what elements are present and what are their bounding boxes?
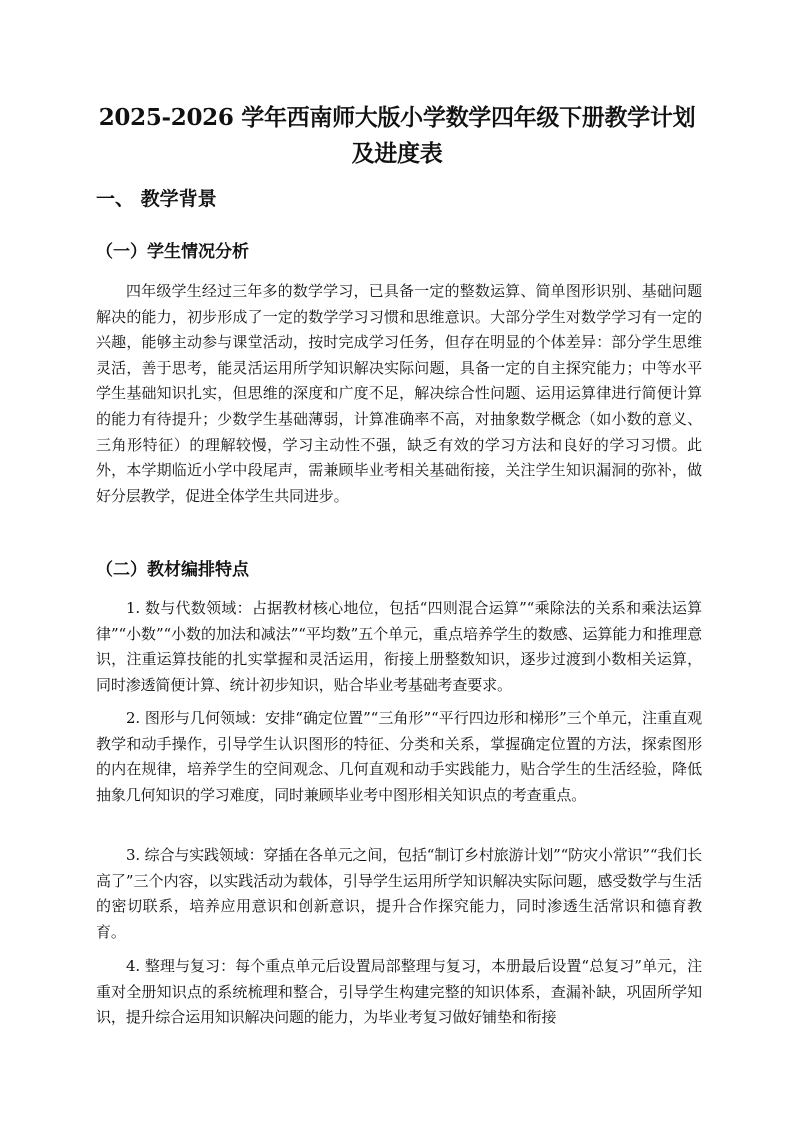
section-heading-teaching-background: 一、 教学背景: [96, 188, 217, 210]
textbook-feature-item-number-algebra: 1. 数与代数领域：占据教材核心地位，包括“四则混合运算”“乘除法的关系和乘法运算律”“小数”“小数的加法和减法”“平均数”五个单元，重点培养学生的数感、运算能力和推理意识，注重运算技能的扎实掌握和灵活运用，衔接上册整数知识，逐步过渡到小数相关运算，同时渗透简便计算、统计初步知识，贴合毕业考基础考查要求。: [96, 599, 702, 694]
textbook-feature-item-practice: 3. 综合与实践领域：穿插在各单元之间，包括“制订乡村旅游计划”“防灾小常识”“我们长高了”三个内容，以实践活动为载体，引导学生运用所学知识解决实际问题，感受数学与生活的密切联系，培养应用意识和创新意识，提升合作探究能力，同时渗透生活常识和德育教育。: [96, 846, 702, 941]
document-title-line-2: 及进度表: [351, 140, 443, 167]
textbook-feature-item-review: 4. 整理与复习：每个重点单元后设置局部整理与复习，本册最后设置“总复习”单元，注重对全册知识点的系统梳理和整合，引导学生构建完整的知识体系，查漏补缺，巩固所学知识，提升综合运用知识解决问题的能力，为毕业考复习做好铺垫和衔接: [96, 957, 702, 1027]
textbook-feature-item-geometry: 2. 图形与几何领域：安排“确定位置”“三角形”“平行四边形和梯形”三个单元，注重直观教学和动手操作，引导学生认识图形的特征、分类和关系，掌握确定位置的方法，探索图形的内在规律，培养学生的空间观念、几何直观和动手实践能力，贴合学生的生活经验，降低抽象几何知识的学习难度，同时兼顾毕业考中图形相关知识点的考查重点。: [96, 709, 702, 804]
student-analysis-paragraph: 四年级学生经过三年多的数学学习，已具备一定的整数运算、简单图形识别、基础问题解决的能力，初步形成了一定的数学学习习惯和思维意识。大部分学生对数学学习有一定的兴趣，能够主动参与课堂活动，按时完成学习任务，但存在明显的个体差异：部分学生思维灵活，善于思考，能灵活运用所学知识解决实际问题，具备一定的自主探究能力；中等水平学生基础知识扎实，但思维的深度和广度不足，解决综合性问题、运用运算律进行简便计算的能力有待提升；少数学生基础薄弱，计算准确率不高，对抽象数学概念（如小数的意义、三角形特征）的理解较慢，学习主动性不强，缺乏有效的学习方法和良好的学习习惯。此外，本学期临近小学中段尾声，需兼顾毕业考相关基础衔接，关注学生知识漏洞的弥补，做好分层教学，促进全体学生共同进步。: [96, 282, 702, 505]
document-title-line-1: 2025-2026 学年西南师大版小学数学四年级下册教学计划: [98, 104, 696, 131]
subsection-heading-student-analysis: （一）学生情况分析: [96, 242, 249, 262]
subsection-heading-textbook-features: （二）教材编排特点: [96, 560, 249, 580]
